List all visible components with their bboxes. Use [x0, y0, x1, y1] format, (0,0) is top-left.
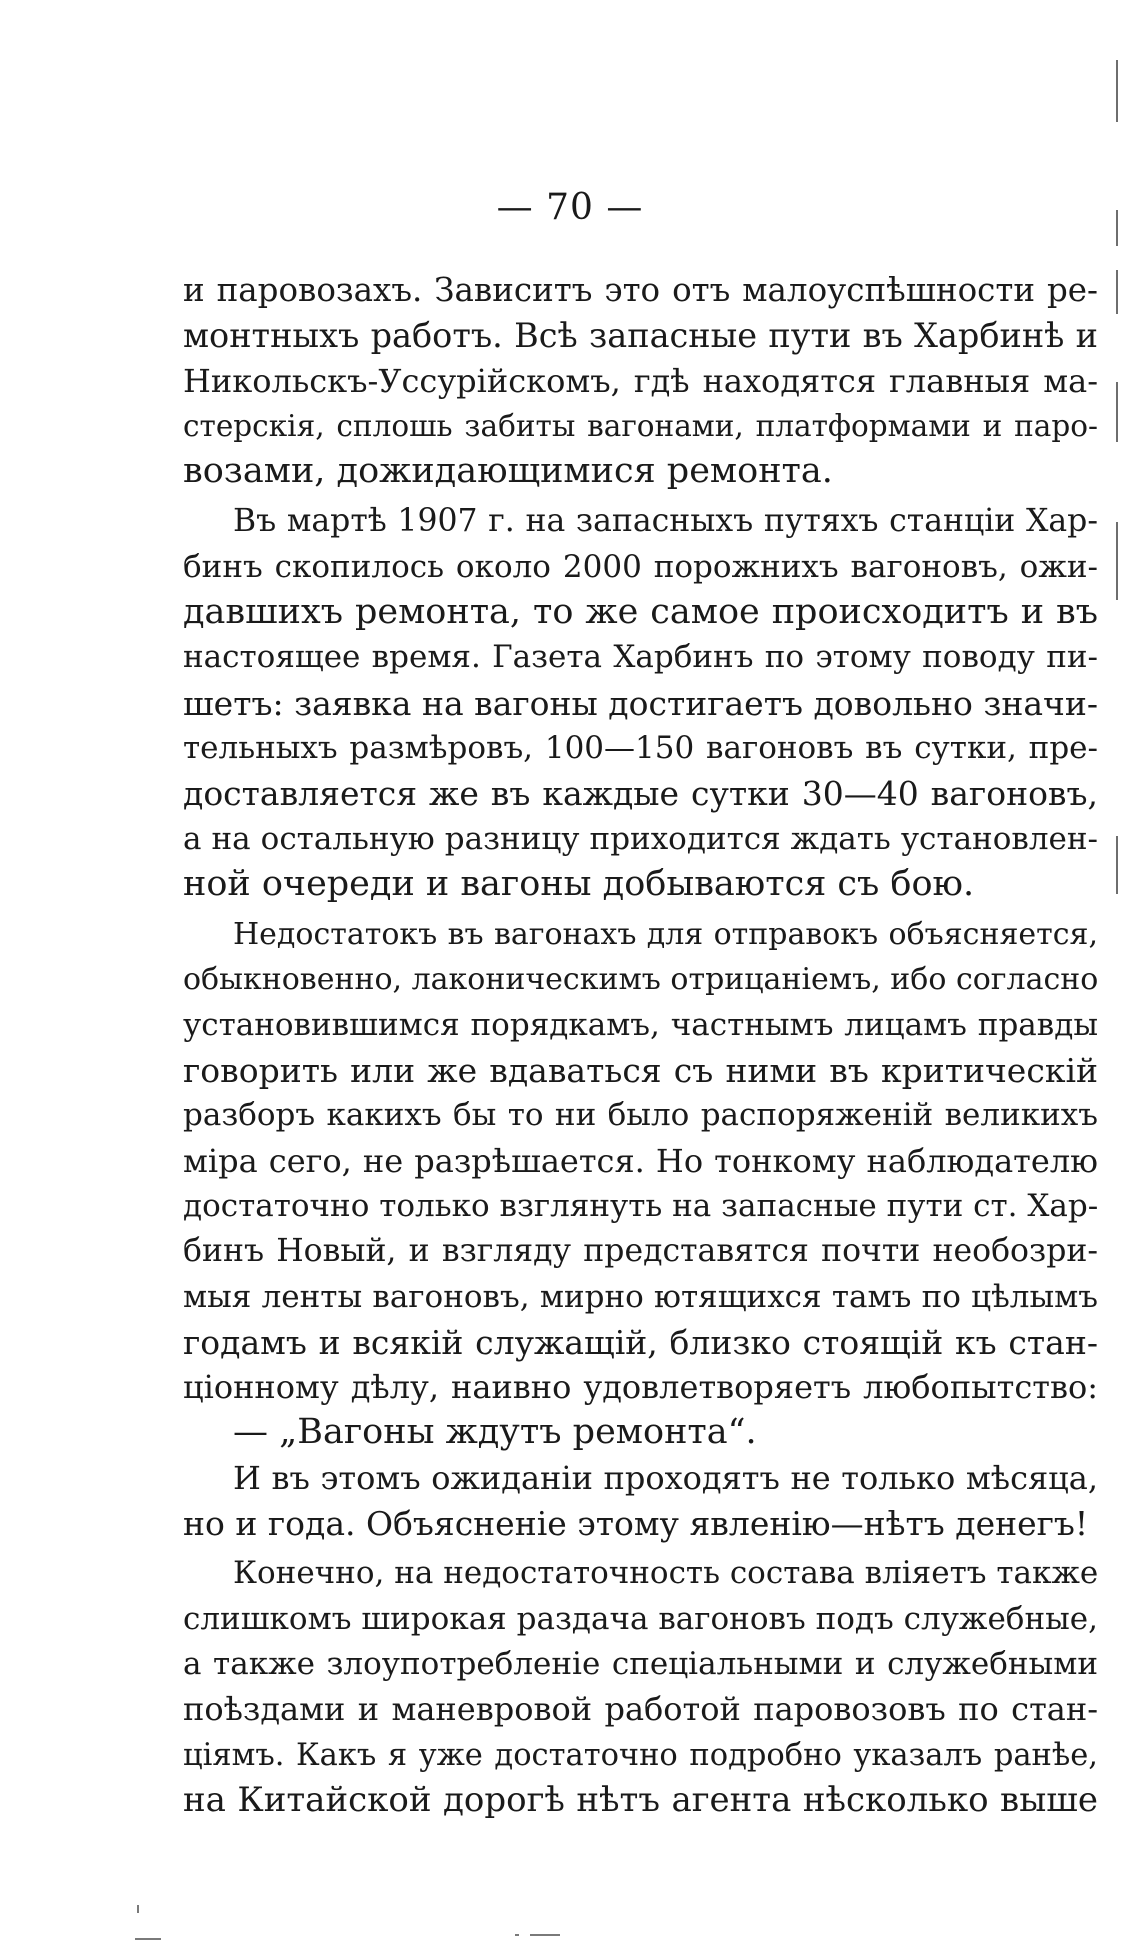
text-line: — „Вагоны ждутъ ремонта“. — [233, 1412, 757, 1453]
text-line: возами, дожидающимися ремонта. — [183, 451, 833, 492]
text-line: установившимся порядкамъ, частнымъ лицамъ правды — [183, 1006, 1098, 1043]
text-line: шетъ: заявка на вагоны достигаетъ довольно значи- — [183, 683, 1098, 723]
text-line: а на остальную разницу приходится ждать установлен- — [183, 820, 1098, 857]
text-line: тельныхъ размѣровъ, 100—150 вагоновъ въ сутки, пре- — [183, 729, 1098, 766]
scan-edge-mark — [1116, 836, 1118, 894]
scan-speck — [135, 1938, 161, 1940]
scan-edge-mark — [1116, 522, 1118, 600]
text-line: ціонному дѣлу, наивно удовлетворяетъ любопытство: — [183, 1368, 1098, 1407]
text-line: ціямъ. Какъ я уже достаточно подробно указалъ ранѣе, — [183, 1737, 1098, 1773]
text-line: доставляется же въ каждые сутки 30—40 вагоновъ, — [183, 774, 1098, 814]
text-line: но и года. Объясненіе этому явленію—нѣтъ денегъ! — [183, 1504, 1089, 1544]
scan-speck — [137, 1905, 139, 1913]
text-line: бинъ скопилось около 2000 порожнихъ вагоновъ, ожи- — [183, 548, 1098, 585]
text-line: И въ этомъ ожиданіи проходятъ не только мѣсяца, — [233, 1458, 1098, 1497]
text-line: обыкновенно, лаконическимъ отрицаніемъ, ибо согласно — [183, 962, 1099, 998]
text-line: Въ мартѣ 1907 г. на запасныхъ путяхъ станціи Хар- — [233, 503, 1098, 540]
text-line: слишкомъ широкая раздача вагоновъ подъ служебные, — [183, 1600, 1098, 1637]
scan-edge-mark — [1116, 60, 1118, 122]
scan-edge-mark — [1116, 382, 1118, 442]
text-line: міра сего, не разрѣшается. Но тонкому наблюдателю — [183, 1141, 1098, 1180]
text-line: говорить или же вдаваться съ ними въ критическій — [183, 1051, 1098, 1091]
text-line: настоящее время. Газета Харбинъ по этому поводу пи- — [183, 639, 1098, 676]
text-line: ной очереди и вагоны добываются съ бою. — [183, 863, 975, 904]
scan-edge-mark — [1116, 210, 1118, 246]
scan-edge-mark — [1116, 270, 1118, 314]
body-text — [183, 268, 1098, 1823]
text-line: и паровозахъ. Зависитъ это отъ малоуспѣшности ре- — [183, 271, 1098, 309]
text-line: Конечно, на недостаточность состава вліяетъ также — [233, 1555, 1099, 1592]
text-line: Никольскъ-Уссурійскомъ, гдѣ находятся главныя ма- — [183, 361, 1098, 400]
text-line: разборъ какихъ бы то ни было распоряженій великихъ — [183, 1097, 1098, 1134]
text-line: а также злоупотребленіе спеціальными и служебными — [183, 1645, 1098, 1682]
text-line: годамъ и всякій служащій, близко стоящій къ стан- — [183, 1322, 1098, 1362]
text-line: мыя ленты вагоновъ, мирно ютящихся тамъ по цѣлымъ — [183, 1278, 1098, 1315]
text-line: монтныхъ работъ. Всѣ запасные пути въ Харбинѣ и — [183, 316, 1098, 356]
page-number: — 70 — — [496, 187, 644, 228]
scan-speck — [515, 1934, 519, 1936]
text-line: на Китайской дорогѣ нѣтъ агента нѣсколько выше — [183, 1779, 1098, 1820]
text-line: поѣздами и маневровой работой паровозовъ по стан- — [183, 1690, 1098, 1729]
text-line: бинъ Новый, и взгляду представятся почти необозри- — [183, 1233, 1098, 1270]
text-line: стерскія, сплошь забиты вагонами, платформами и паро- — [183, 408, 1098, 443]
scan-speck — [530, 1934, 560, 1936]
text-line: Недостатокъ въ вагонахъ для отправокъ объясняется, — [233, 917, 1098, 953]
text-line: достаточно только взглянуть на запасные пути ст. Хар- — [183, 1187, 1099, 1224]
text-line: давшихъ ремонта, то же самое происходитъ и въ — [183, 592, 1098, 633]
